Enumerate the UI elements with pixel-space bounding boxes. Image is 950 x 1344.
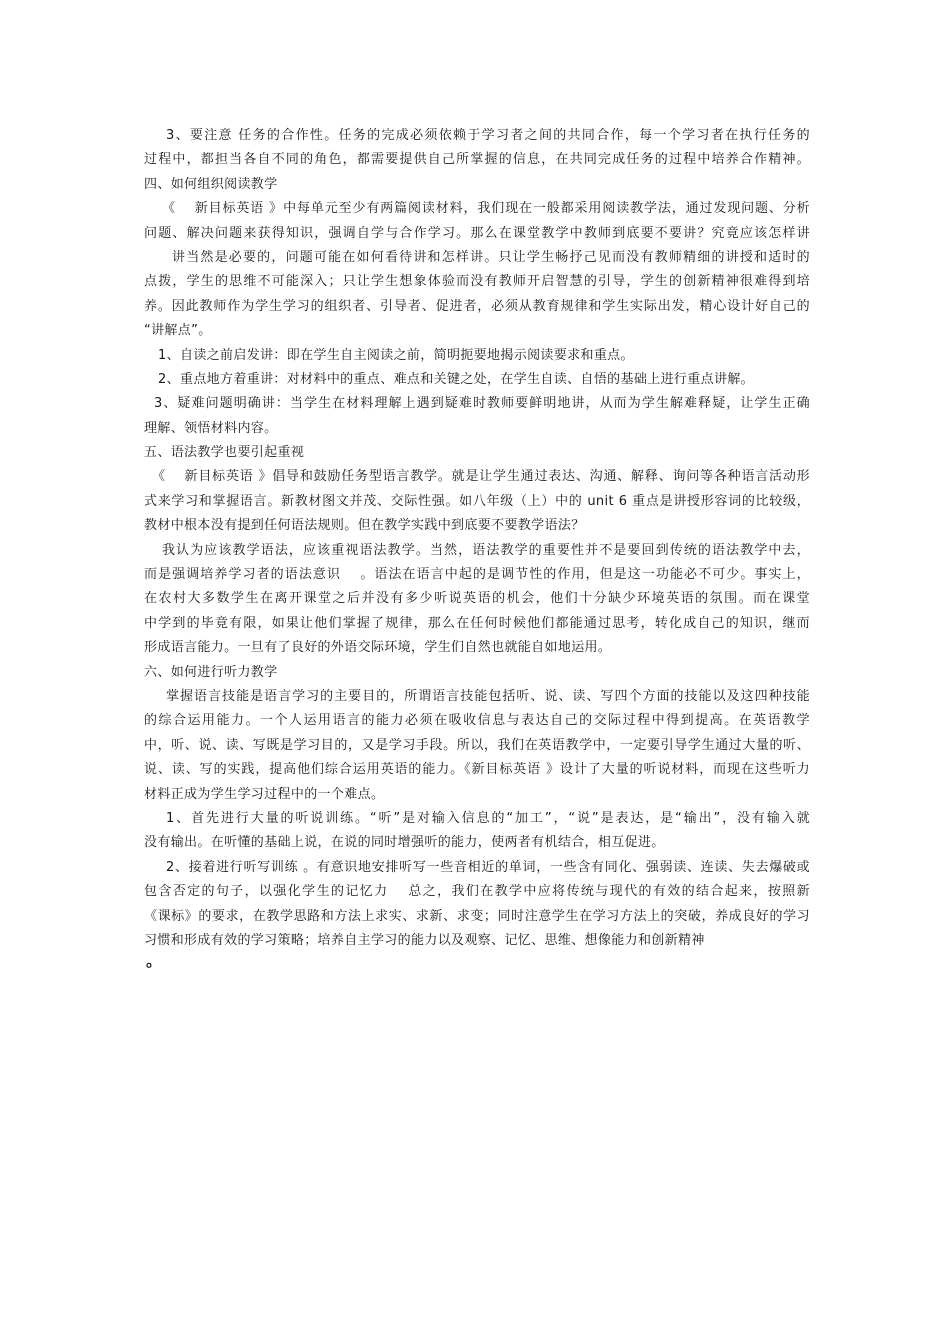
trailing-period: 。 — [146, 953, 163, 971]
section-heading: 五、语法教学也要引起重视 — [144, 445, 305, 461]
paragraph-line: 1、自读之前启发讲：即在学生自主阅读之前，简明扼要地揭示阅读要求和重点。 — [158, 347, 634, 363]
paragraph-line: 3、疑难问题明确讲：当学生在材料理解上遇到疑难时教师要鲜明地讲，从而为学生解难释疑，让学生正确 — [154, 396, 810, 412]
paragraph-line: 掌握语言技能是语言学习的主要目的，所谓语言技能包括听、说、读、写四个方面的技能以及这四种技能 — [166, 688, 810, 704]
paragraph-line: 2、接着进行听写训练 。有意识地安排听写一些音相近的单词，一些含有同化、强弱读、连读、失去爆破或 — [166, 859, 810, 875]
paragraph-line: 中，听、说、读、写既是学习目的，又是学习手段。所以，我们在英语教学中，一定要引导学生通过大量的听、 — [144, 737, 810, 753]
paragraph-line: 教材中根本没有提到任何语法规则。但在教学实践中到底要不要教学语法？ — [144, 518, 585, 534]
paragraph-line: 讲当然是必要的，问题可能在如何看待讲和怎样讲。只让学生畅抒己见而没有教师精细的讲授和适时的 — [172, 249, 810, 265]
paragraph-line: 1、首先进行大量的听说训练。“听”是对输入信息的“加工”，“说”是表达，是“输出”，没有输入就 — [166, 810, 810, 826]
paragraph-line: 形成语言能力。一旦有了良好的外语交际环境，学生们自然也就能自如地运用。 — [144, 640, 612, 656]
paragraph-line: 我认为应该教学语法，应该重视语法教学。当然，语法教学的重要性并不是要回到传统的语法教学中去， — [162, 542, 810, 558]
paragraph-line: 材料正成为学生学习过程中的一个难点。 — [144, 786, 385, 802]
paragraph-line: 包含否定的句子，以强化学生的记忆力 总之，我们在教学中应将传统与现代的有效的结合起来，按照新 — [144, 884, 810, 900]
paragraph-line: 《 新目标英语 》中每单元至少有两篇阅读材料，我们现在一般都采用阅读教学法，通过发现问题、分析 — [162, 201, 810, 217]
paragraph-line: 点拨，学生的思维不可能深入；只让学生想象体验而没有教师开启智慧的引导，学生的创新精神很难得到培 — [144, 274, 810, 290]
paragraph-line: 中学到的毕竟有限，如果让他们掌握了规律，那么在任何时候他们都能通过思考，转化成自己的知识，继而 — [144, 615, 810, 631]
paragraph-line: 没有输出。在听懂的基础上说，在说的同时增强听的能力，使两者有机结合，相互促进。 — [144, 835, 665, 851]
paragraph-line: 《课标》的要求，在教学思路和方法上求实、求新、求变；同时注意学生在学习方法上的突破，养成良好的学习 — [144, 908, 810, 924]
section-heading: 六、如何进行听力教学 — [144, 664, 278, 680]
paragraph-line: 在农村大多数学生在离开课堂之后并没有多少听说英语的机会，他们十分缺少环境英语的氛围。而在课堂 — [144, 591, 810, 607]
paragraph-line: 《 新目标英语 》倡导和鼓励任务型语言教学。就是让学生通过表达、沟通、解释、询问等各种语言活动形 — [152, 469, 810, 485]
paragraph-line: 说、读、写的实践，提高他们综合运用英语的能力。《新目标英语 》设计了大量的听说材料，而现在这些听力 — [144, 762, 810, 778]
paragraph-line: 理解、领悟材料内容。 — [144, 420, 278, 436]
paragraph-line: 的综合运用能力。一个人运用语言的能力必须在吸收信息与表达自己的交际过程中得到提高。在英语教学 — [144, 713, 810, 729]
paragraph-line: 过程中，都担当各自不同的角色，都需要提供自己所掌握的信息，在共同完成任务的过程中培养合作精神。 — [144, 152, 810, 168]
paragraph-line: 而是强调培养学习者的语法意识 。语法在语言中起的是调节性的作用，但是这一功能必不可少。事实上， — [144, 567, 810, 583]
paragraph-line: 问题、解决问题来获得知识，强调自学与合作学习。那么在课堂教学中教师到底要不要讲？究竟应该怎样讲 — [144, 225, 810, 241]
paragraph-line: 式来学习和掌握语言。新教材图文并茂、交际性强。如八年级（上）中的 unit 6 重点是讲授形容词的比较级， — [144, 493, 810, 509]
paragraph-line: “讲解点”。 — [144, 323, 212, 339]
paragraph-line: 习惯和形成有效的学习策略；培养自主学习的能力以及观察、记忆、思维、想像能力和创新精神 — [144, 932, 705, 948]
document-body — [144, 124, 810, 973]
paragraph-line: 3、要注意 任务的合作性。任务的完成必须依赖于学习者之间的共同合作，每一个学习者在执行任务的 — [166, 128, 810, 143]
paragraph-line: 2、重点地方着重讲：对材料中的重点、难点和关键之处，在学生自读、自悟的基础上进行重点讲解。 — [158, 371, 755, 387]
paragraph-line: 养。因此教师作为学生学习的组织者、引导者、促进者，必须从教育规律和学生实际出发，精心设计好自己的 — [144, 298, 810, 314]
section-heading: 四、如何组织阅读教学 — [144, 176, 278, 192]
